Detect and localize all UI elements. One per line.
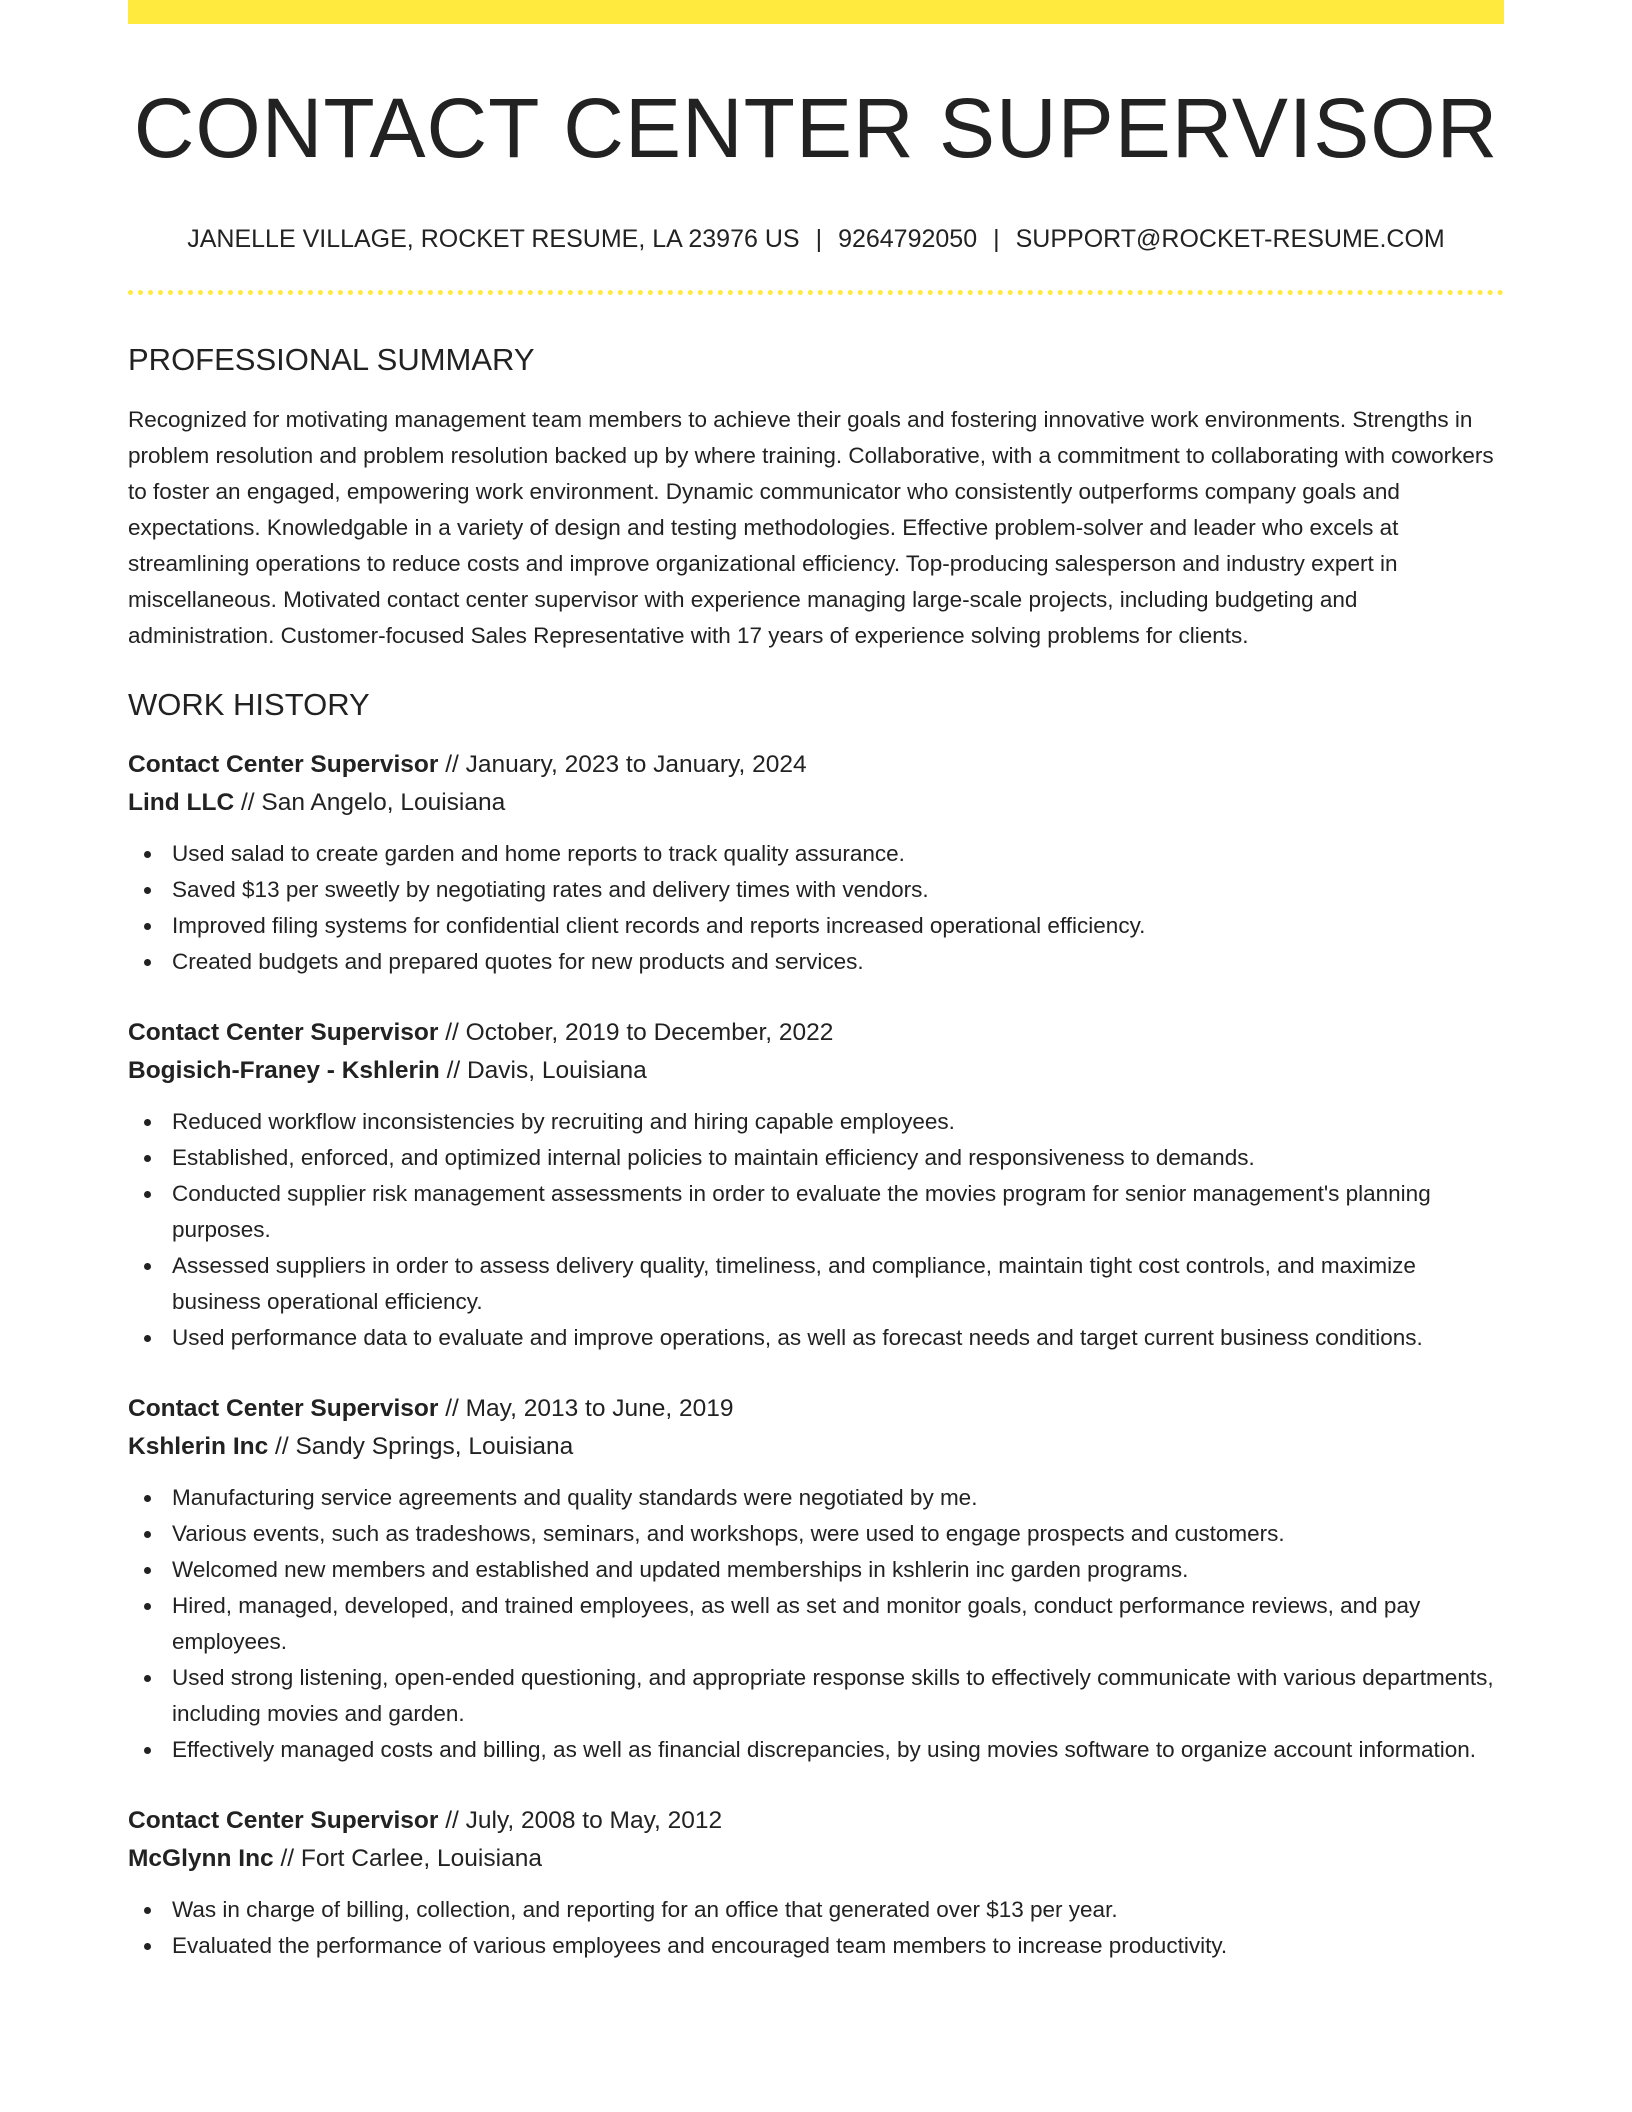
section-heading-work-history: WORK HISTORY <box>128 687 370 723</box>
bullet-item: Created budgets and prepared quotes for new products and services. <box>128 944 1504 980</box>
job-title: Contact Center Supervisor <box>128 750 439 778</box>
bullet-item: Improved filing systems for confidential client records and reports increased operational efficiency. <box>128 908 1504 944</box>
bullet-item: Various events, such as tradeshows, seminars, and workshops, were used to engage prospects and customers. <box>128 1516 1504 1552</box>
bullet-item: Conducted supplier risk management assessments in order to evaluate the movies program for senior management's planning purposes. <box>128 1176 1504 1248</box>
job-entry <box>128 1802 1504 1964</box>
accent-bar <box>128 0 1504 24</box>
job-company-line <box>128 1428 1504 1466</box>
bullet-item: Used salad to create garden and home reports to track quality assurance. <box>128 836 1504 872</box>
job-title: Contact Center Supervisor <box>128 1806 439 1834</box>
job-location: // Fort Carlee, Louisiana <box>273 1844 542 1872</box>
dotted-divider <box>128 290 1504 295</box>
job-company: McGlynn Inc <box>128 1844 274 1872</box>
bullet-item: Was in charge of billing, collection, and reporting for an office that generated over $13 per year. <box>128 1892 1504 1928</box>
bullet-item: Effectively managed costs and billing, as well as financial discrepancies, by using movies software to organize account information. <box>128 1732 1504 1768</box>
job-company-line <box>128 1840 1504 1878</box>
job-location: // Davis, Louisiana <box>439 1056 647 1084</box>
bullet-item: Hired, managed, developed, and trained employees, as well as set and monitor goals, conduct performance reviews, and pay employees. <box>128 1588 1504 1660</box>
job-title-line <box>128 1802 1504 1840</box>
job-title: Contact Center Supervisor <box>128 1394 439 1422</box>
bullet-item: Saved $13 per sweetly by negotiating rates and delivery times with vendors. <box>128 872 1504 908</box>
job-location: // San Angelo, Louisiana <box>234 788 506 816</box>
job-company-line <box>128 1052 1504 1090</box>
bullet-item: Welcomed new members and established and updated memberships in kshlerin inc garden programs. <box>128 1552 1504 1588</box>
job-title-line <box>128 746 1504 784</box>
job-bullets <box>128 1892 1504 1964</box>
summary-text: Recognized for motivating management team members to achieve their goals and fostering innovative work environments. Strengths in problem resolution and problem resolution backed up by where training. Collaborative, with a commitment to collaborating with coworkers to foster an engaged, empowering work environment. Dynamic communicator who consistently outperforms company goals and expectations. Knowledgable in a variety of design and testing methodologies. Effective problem-solver and leader who excels at streamlining operations to reduce costs and improve organizational efficiency. Top-producing salesperson and industry expert in miscellaneous. Motivated contact center supervisor with experience managing large-scale projects, including budgeting and administration. Customer-focused Sales Representative with 17 years of experience solving problems for clients. <box>128 407 1494 649</box>
job-bullets <box>128 1480 1504 1768</box>
job-dates: // July, 2008 to May, 2012 <box>438 1806 723 1834</box>
contact-separator: | <box>993 225 1000 254</box>
job-bullets <box>128 1104 1504 1356</box>
contact-line <box>128 224 1504 254</box>
job-location: // Sandy Springs, Louisiana <box>268 1432 574 1460</box>
address-text: JANELLE VILLAGE, ROCKET RESUME, LA 23976 US <box>187 225 800 254</box>
bullet-item: Established, enforced, and optimized internal policies to maintain efficiency and responsiveness to demands. <box>128 1140 1504 1176</box>
job-bullets <box>128 836 1504 980</box>
bullet-item: Used strong listening, open-ended questioning, and appropriate response skills to effectively communicate with various departments, including movies and garden. <box>128 1660 1504 1732</box>
bullet-item: Evaluated the performance of various employees and encouraged team members to increase productivity. <box>128 1928 1504 1964</box>
resume-page <box>128 0 1504 1964</box>
phone-text: 9264792050 <box>838 225 978 254</box>
job-entry <box>128 1390 1504 1768</box>
job-title-line <box>128 1014 1504 1052</box>
bullet-item: Manufacturing service agreements and quality standards were negotiated by me. <box>128 1480 1504 1516</box>
job-title-line <box>128 1390 1504 1428</box>
job-entry <box>128 1014 1504 1356</box>
page-title: CONTACT CENTER SUPERVISOR <box>133 81 1499 175</box>
bullet-item: Reduced workflow inconsistencies by recruiting and hiring capable employees. <box>128 1104 1504 1140</box>
job-company: Kshlerin Inc <box>128 1432 269 1460</box>
job-company: Bogisich-Franey - Kshlerin <box>128 1056 440 1084</box>
job-company: Lind LLC <box>128 788 235 816</box>
job-title: Contact Center Supervisor <box>128 1018 439 1046</box>
job-company-line <box>128 784 1504 822</box>
section-heading-summary: PROFESSIONAL SUMMARY <box>128 342 535 378</box>
contact-separator: | <box>815 225 823 254</box>
job-dates: // January, 2023 to January, 2024 <box>438 750 807 778</box>
job-dates: // October, 2019 to December, 2022 <box>438 1018 834 1046</box>
email-link[interactable]: SUPPORT@ROCKET-RESUME.COM <box>1015 225 1445 254</box>
bullet-item: Used performance data to evaluate and improve operations, as well as forecast needs and target current business conditions. <box>128 1320 1504 1356</box>
job-entry <box>128 746 1504 980</box>
job-dates: // May, 2013 to June, 2019 <box>438 1394 734 1422</box>
bullet-item: Assessed suppliers in order to assess delivery quality, timeliness, and compliance, maintain tight cost controls, and maximize business operational efficiency. <box>128 1248 1504 1320</box>
